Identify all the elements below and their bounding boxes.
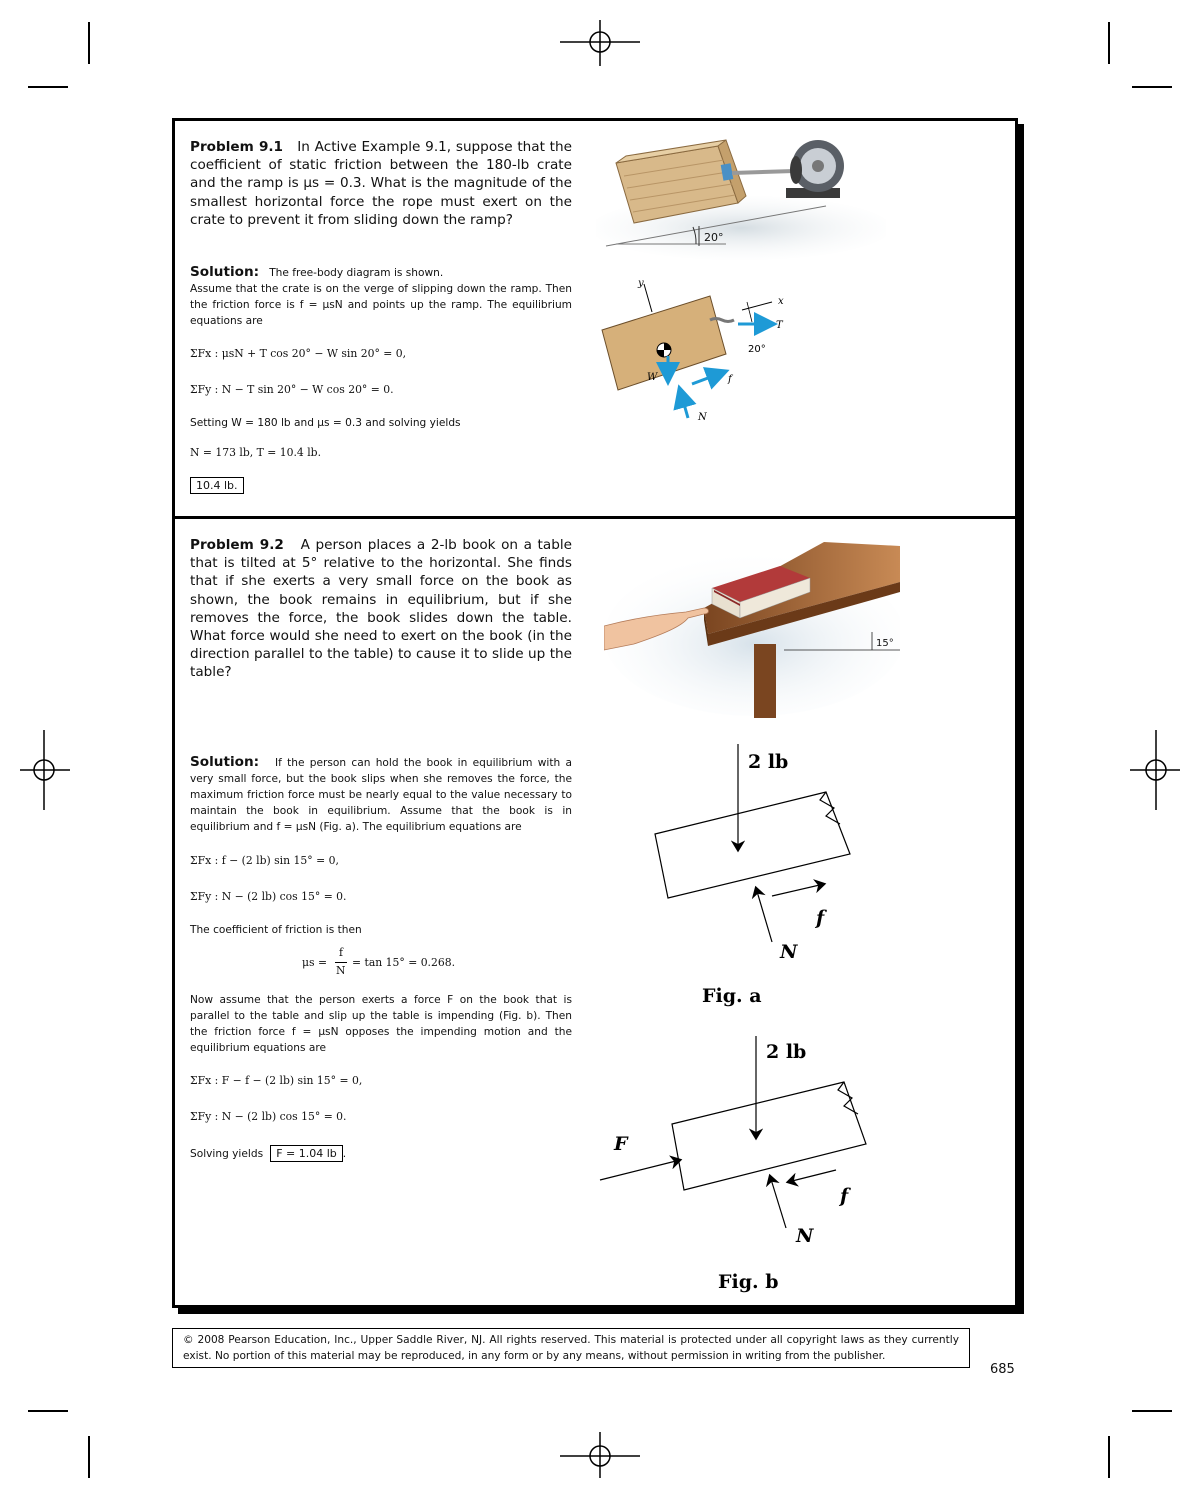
table-leg [754,644,776,718]
book-outline [655,792,850,898]
equation-sum-fy-b: ΣFy : N − (2 lb) cos 15° = 0. [190,1110,347,1123]
normal-label: N [780,941,798,963]
figure-a-free-body-diagram [640,744,880,1014]
tension-angle-label: 20° [748,344,766,355]
rope [732,171,794,173]
problem-9-2-solution [190,754,572,835]
problem-9-2-heading: Problem 9.2 [190,537,284,553]
problem-9-2-text: A person places a 2-lb book on a table that is tilted at 5° relative to the horizontal. She finds that if she exerts a very small force on the book as shown, the book remains in equilibrium, but if she removes the force, the book slides down the table. What force would she need to exert on the book (in the direction parallel to the table) to cause it to slide up the table? [190,537,572,681]
x-axis-line [742,302,772,310]
coef-rhs: = tan 15° = 0.268. [352,956,456,969]
answer-box: F = 1.04 lb [270,1145,343,1162]
solution-intro: The free-body diagram is shown. [269,267,444,279]
result-text: N = 173 lb, T = 10.4 lb. [190,446,322,459]
solution-text: If the person can hold the book in equilibrium with a very small force, but the book slips when she removes the force, the maximum friction force must be nearly equal to the value necessary to maintain the book in equilibrium. Assume that the book is in equilibrium and f = μsN (Fig. a). The equilibrium equations are [190,757,573,833]
weight-label: 2 lb [748,751,789,773]
coef-lhs: μs = [302,956,328,969]
y-axis-line [644,284,652,312]
center-of-mass-icon [657,343,671,357]
page-number: 685 [990,1362,1015,1377]
coef-denominator: N [336,964,346,977]
table-angle-label: 15° [876,638,894,649]
registration-mark-right [1130,730,1180,810]
friction-label: f [816,907,825,929]
solution-heading: Solution: [190,264,260,280]
normal-label: N [796,1225,814,1247]
normal-arrow [770,1176,786,1228]
solution-text: Assume that the crate is on the verge of slipping down the ramp. Then the friction force is f = μsN and points up the ramp. The equilibrium equations are [190,283,572,327]
x-axis-label: x [778,296,784,307]
normal-arrow [680,390,688,418]
equation-sum-fy: ΣFy : N − T sin 20° − W cos 20° = 0. [190,383,394,396]
y-axis-label: y [638,278,644,289]
book-outline [672,1082,866,1190]
normal-arrow [756,888,772,942]
weight-label: 2 lb [766,1041,807,1063]
solution-heading: Solution: [190,754,260,770]
tension-label: T [776,320,783,331]
ramp-angle-label: 20° [704,231,724,244]
answer-box: 10.4 lb. [190,477,244,494]
fraction-bar [335,962,347,963]
friction-arrow [692,372,724,384]
problem-9-2-statement [190,536,572,682]
applied-force-arrow [600,1160,680,1180]
registration-mark-top [560,20,640,66]
figure-a-caption: Fig. a [702,985,762,1007]
solving-text: Solving yields [190,1148,264,1160]
crate-free-body-diagram [592,272,802,432]
friction-arrow [788,1170,836,1182]
figure-b-free-body-diagram [596,1030,876,1298]
problem-9-1-heading: Problem 9.1 [190,139,284,155]
coef-numerator: f [339,946,343,959]
winch [786,140,844,198]
book-table-illustration [604,526,900,718]
equation-sum-fx: ΣFx : f − (2 lb) sin 15° = 0, [190,854,339,867]
coefficient-text: The coefficient of friction is then [190,924,362,936]
problem-9-1-statement [190,138,572,229]
solving-line [190,1142,346,1162]
friction-arrow [772,884,824,896]
angle-line [747,302,752,322]
registration-mark-bottom [560,1432,640,1478]
equation-sum-fx-b: ΣFx : F − f − (2 lb) sin 15° = 0, [190,1074,363,1087]
problem-divider [172,516,1018,519]
normal-label: N [698,412,707,423]
answer-period: . [342,1148,347,1160]
crate-ramp-illustration [596,128,886,260]
friction-label: f [728,374,732,385]
equation-sum-fx: ΣFx : μsN + T cos 20° − W sin 20° = 0, [190,347,407,360]
now-assume-text: Now assume that the person exerts a force F on the book that is parallel to the table and slip up the table is impending (Fig. b). Then the friction force f = μsN opposes the impending motion and the equilibrium equations are [190,994,572,1054]
setting-text: Setting W = 180 lb and μs = 0.3 and solving yields [190,417,461,429]
equation-sum-fy: ΣFy : N − (2 lb) cos 15° = 0. [190,890,347,903]
problem-9-1-solution [190,264,572,329]
weight-label: W [647,372,658,383]
applied-force-label: F [614,1133,628,1155]
registration-mark-left [20,730,70,810]
figure-b-caption: Fig. b [718,1271,779,1293]
break-line [838,1082,858,1114]
copyright-notice: © 2008 Pearson Education, Inc., Upper Saddle River, NJ. All rights reserved. This material is protected under all copyright laws as they currently exist. No portion of this material may be reproduced, in any form or by any means, without permission in writing from the publisher. [172,1328,970,1368]
problem-9-1-text: In Active Example 9.1, suppose that the coefficient of static friction between the 180-lb crate and the ramp is μs = 0.3. What is the magnitude of the smallest horizontal force the rope must exert on the crate to prevent it from sliding down the ramp? [190,139,572,228]
friction-label: f [840,1185,849,1207]
